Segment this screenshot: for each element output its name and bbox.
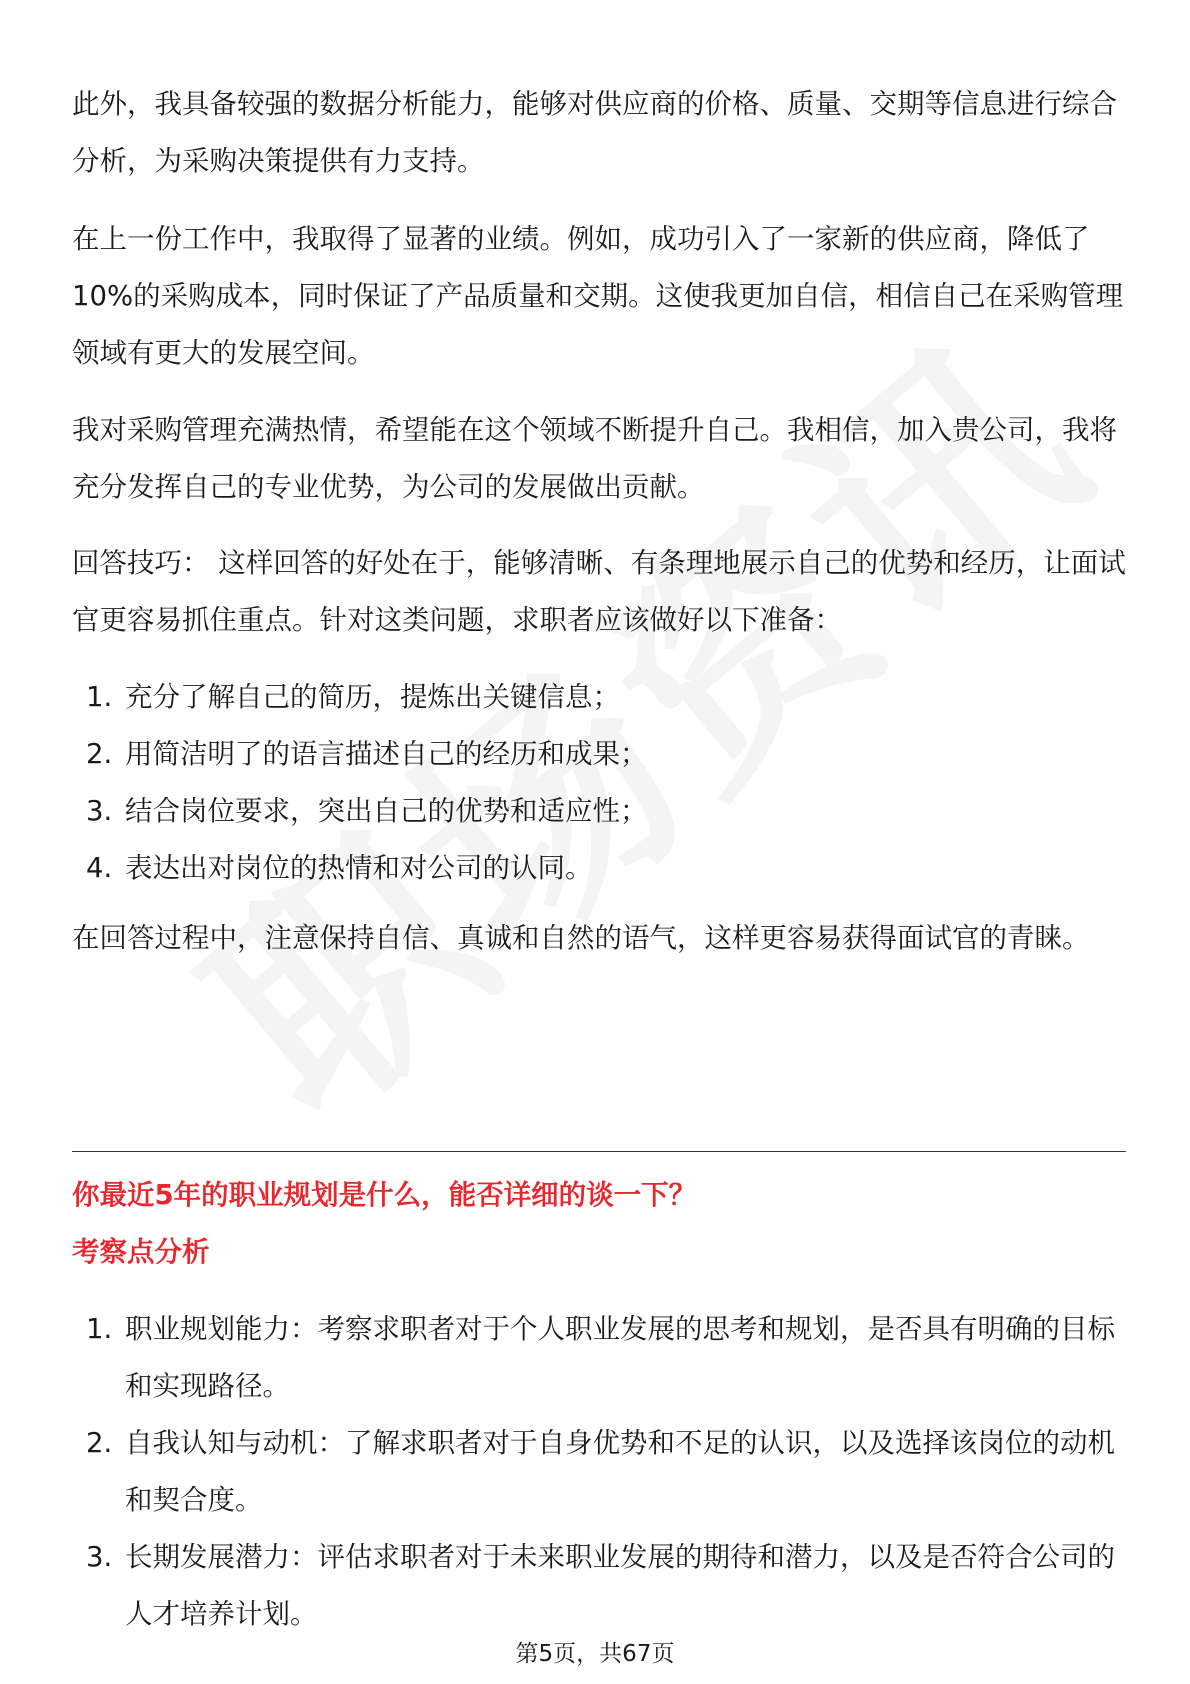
list-item-number: 3.	[86, 795, 113, 827]
list-item-text: 职业规划能力：考察求职者对于个人职业发展的思考和规划，是否具有明确的目标和实现路径。	[125, 1313, 1115, 1402]
list-item	[72, 1415, 1127, 1529]
list-item-text: 自我认知与动机：了解求职者对于自身优势和不足的认识，以及选择该岗位的动机和契合度。	[125, 1427, 1115, 1516]
paragraph-answer-tips: 回答技巧： 这样回答的好处在于，能够清晰、有条理地展示自己的优势和经历，让面试官更容易抓住重点。针对这类问题，求职者应该做好以下准备：	[72, 547, 1126, 636]
section-divider	[72, 1151, 1126, 1152]
page-footer: 第5页，共67页	[515, 1641, 675, 1667]
list-item	[72, 840, 1127, 897]
paragraph-passion: 我对采购管理充满热情，希望能在这个领域不断提升自己。我相信，加入贵公司，我将充分发挥自己的专业优势，为公司的发展做出贡献。	[72, 414, 1117, 503]
list-item-number: 1.	[86, 681, 113, 713]
analysis-list	[72, 1301, 1127, 1643]
tips-list	[72, 669, 1127, 897]
list-item	[72, 1301, 1127, 1415]
paragraph-achievement: 在上一份工作中，我取得了显著的业绩。例如，成功引入了一家新的供应商，降低了10%的采购成本，同时保证了产品质量和交期。这使我更加自信，相信自己在采购管理领域有更大的发展空间。	[72, 223, 1124, 369]
list-item	[72, 669, 1127, 726]
question-heading: 你最近5年的职业规划是什么，能否详细的谈一下？	[72, 1179, 697, 1211]
paragraph-closing: 在回答过程中，注意保持自信、真诚和自然的语气，这样更容易获得面试官的青睐。	[72, 922, 1090, 954]
list-item-number: 2.	[86, 1427, 113, 1459]
list-item-number: 3.	[86, 1541, 113, 1573]
list-item-text: 表达出对岗位的热情和对公司的认同。	[125, 852, 593, 884]
list-item-text: 长期发展潜力：评估求职者对于未来职业发展的期待和潜力，以及是否符合公司的人才培养计划。	[125, 1541, 1115, 1630]
list-item-number: 2.	[86, 738, 113, 770]
analysis-heading: 考察点分析	[72, 1236, 210, 1268]
list-item-text: 用简洁明了的语言描述自己的经历和成果；	[125, 738, 648, 770]
list-item	[72, 726, 1127, 783]
paragraph-data-analysis: 此外，我具备较强的数据分析能力，能够对供应商的价格、质量、交期等信息进行综合分析，为采购决策提供有力支持。	[72, 88, 1117, 177]
list-item	[72, 1529, 1127, 1643]
list-item	[72, 783, 1127, 840]
list-item-text: 结合岗位要求，突出自己的优势和适应性；	[125, 795, 648, 827]
list-item-number: 1.	[86, 1313, 113, 1345]
list-item-text: 充分了解自己的简历，提炼出关键信息；	[125, 681, 620, 713]
list-item-number: 4.	[86, 852, 113, 884]
